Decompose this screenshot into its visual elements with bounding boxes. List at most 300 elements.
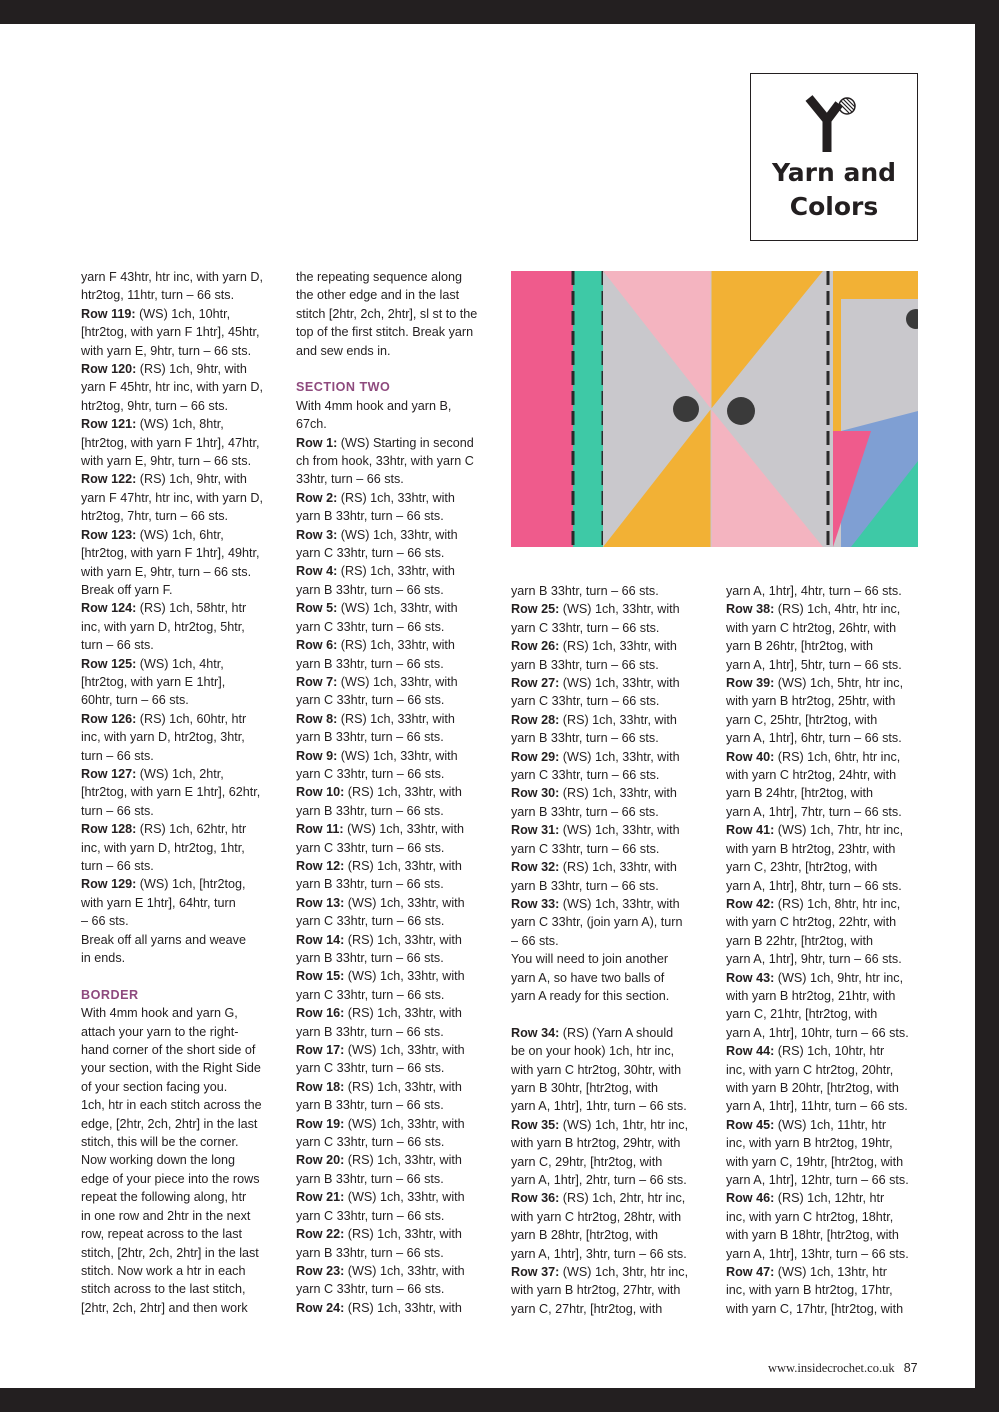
row-text: (WS) 1ch, 33htr, with <box>559 896 680 911</box>
text-line: the other edge and in the last <box>296 288 460 303</box>
text-line: yarn C 33htr, turn – 66 sts. <box>511 694 660 709</box>
pattern-row <box>81 655 263 673</box>
text-line: turn – 66 sts. <box>81 748 154 763</box>
text-line: of your section facing you. <box>81 1079 228 1094</box>
row-text: (RS) 1ch, 33htr, with <box>337 490 455 505</box>
text-line: yarn A, 1htr], 8htr, turn – 66 sts. <box>726 878 902 893</box>
row-label: Row 8: <box>296 711 338 726</box>
row-label: Row 31: <box>511 823 560 838</box>
row-text: (WS) 1ch, 4htr, <box>136 656 224 671</box>
text-line: yarn C 33htr, turn – 66 sts. <box>511 841 660 856</box>
row-label: Row 5: <box>296 601 338 616</box>
row-text: (RS) 1ch, 33htr, with <box>344 1006 462 1021</box>
row-text: (RS) 1ch, 33htr, with <box>337 711 455 726</box>
text-line: [htr2tog, with yarn F 1htr], 45htr, <box>81 325 260 340</box>
spacer <box>81 967 263 985</box>
row-text: (WS) 1ch, 33htr, with <box>344 1190 465 1205</box>
text-line: [2htr, 2ch, 2htr] and then work <box>81 1300 248 1315</box>
pattern-row <box>726 1263 909 1281</box>
pattern-row <box>296 1041 477 1059</box>
row-label: Row 121: <box>81 417 137 432</box>
text-line: stitch, this will be the corner. <box>81 1135 239 1150</box>
text-line: yarn C 33htr, turn – 66 sts. <box>296 546 445 561</box>
badge-title-line1: Yarn and <box>771 158 897 187</box>
row-text: (RS) 1ch, 33htr, with <box>344 785 462 800</box>
text-line: yarn B 33htr, turn – 66 sts. <box>511 878 659 893</box>
row-text: (RS) 1ch, 62htr, htr <box>136 822 247 837</box>
row-label: Row 32: <box>511 860 560 875</box>
pattern-row <box>296 562 477 580</box>
pattern-row <box>296 1078 477 1096</box>
row-label: Row 18: <box>296 1079 345 1094</box>
row-text: (RS) 1ch, 33htr, with <box>559 786 677 801</box>
row-label: Row 119: <box>81 306 136 321</box>
row-label: Row 3: <box>296 527 338 542</box>
text-line: inc, with yarn B htr2tog, 17htr, <box>726 1283 893 1298</box>
pattern-row <box>726 1116 909 1134</box>
text-line: inc, with yarn C htr2tog, 18htr, <box>726 1209 894 1224</box>
yarn-and-colors-badge <box>750 73 918 241</box>
text-column-3 <box>511 582 688 1318</box>
text-line: with yarn C htr2tog, 26htr, with <box>726 620 897 635</box>
text-line: with yarn C htr2tog, 30htr, with <box>511 1062 682 1077</box>
text-line: with yarn C htr2tog, 24htr, with <box>726 768 897 783</box>
text-line: inc, with yarn D, htr2tog, 3htr, <box>81 730 245 745</box>
text-line: edge, [2htr, 2ch, 2htr] in the last <box>81 1116 258 1131</box>
row-label: Row 22: <box>296 1227 345 1242</box>
row-text: (RS) 1ch, 9htr, with <box>136 472 247 487</box>
row-text: (WS) 1ch, 33htr, with <box>559 823 680 838</box>
row-text: (WS) 1ch, 33htr, with <box>559 676 680 691</box>
right-border-bar <box>975 0 999 1412</box>
text-line: with yarn B 18htr, [htr2tog, with <box>726 1228 899 1243</box>
text-line: inc, with yarn D, htr2tog, 1htr, <box>81 840 245 855</box>
pattern-row <box>726 969 909 987</box>
text-line: and sew ends in. <box>296 343 391 358</box>
pattern-row <box>296 894 477 912</box>
pattern-row <box>511 895 688 913</box>
pattern-row <box>81 599 263 617</box>
text-line: htr2tog, 9htr, turn – 66 sts. <box>81 398 229 413</box>
text-line: top of the first stitch. Break yarn <box>296 325 474 340</box>
text-line: yarn B 33htr, turn – 66 sts. <box>511 804 659 819</box>
pattern-row <box>296 747 477 765</box>
pattern-row <box>511 821 688 839</box>
spacer <box>511 1005 688 1023</box>
row-label: Row 14: <box>296 932 345 947</box>
row-label: Row 30: <box>511 786 560 801</box>
row-text: (WS) 1ch, 33htr, with <box>344 1263 465 1278</box>
text-line: yarn B 22htr, [htr2tog, with <box>726 933 874 948</box>
text-column-2 <box>296 268 477 1317</box>
pattern-row <box>511 637 688 655</box>
pattern-row <box>296 1151 477 1169</box>
pattern-row <box>81 415 263 433</box>
row-text: (WS) 1ch, 5htr, htr inc, <box>774 676 904 691</box>
text-line: turn – 66 sts. <box>81 638 154 653</box>
pattern-row <box>81 875 263 893</box>
text-line: yarn A, 1htr], 3htr, turn – 66 sts. <box>511 1246 687 1261</box>
text-line: 33htr, turn – 66 sts. <box>296 472 404 487</box>
text-line: with yarn C, 17htr, [htr2tog, with <box>726 1301 904 1316</box>
text-line: You will need to join another <box>511 952 669 967</box>
pattern-row <box>726 674 909 692</box>
text-line: yarn C 33htr, turn – 66 sts. <box>296 1061 445 1076</box>
text-line: yarn A, 1htr], 10htr, turn – 66 sts. <box>726 1025 909 1040</box>
text-line: yarn A, 1htr], 11htr, turn – 66 sts. <box>726 1099 908 1114</box>
pattern-row <box>296 434 477 452</box>
text-line: [htr2tog, with yarn E 1htr], <box>81 674 226 689</box>
text-line: yarn A, 1htr], 1htr, turn – 66 sts. <box>511 1099 687 1114</box>
text-line: Break off yarn F. <box>81 582 173 597</box>
row-text: (RS) 1ch, 4htr, htr inc, <box>774 602 901 617</box>
row-text: (WS) 1ch, 10htr, <box>135 306 231 321</box>
pattern-row <box>81 526 263 544</box>
row-text: (WS) 1ch, 13htr, htr <box>774 1265 887 1280</box>
text-line: yarn C 33htr, turn – 66 sts. <box>511 620 660 635</box>
text-line: your section, with the Right Side <box>81 1061 261 1076</box>
row-label: Row 43: <box>726 970 775 985</box>
row-label: Row 23: <box>296 1263 345 1278</box>
text-line: ch from hook, 33htr, with yarn C <box>296 454 474 469</box>
text-line: yarn C 33htr, turn – 66 sts. <box>296 840 445 855</box>
row-label: Row 123: <box>81 527 137 542</box>
text-line: attach your yarn to the right- <box>81 1024 239 1039</box>
text-line: inc, with yarn D, htr2tog, 5htr, <box>81 619 245 634</box>
spacer <box>296 360 477 378</box>
row-label: Row 15: <box>296 969 345 984</box>
text-line: turn – 66 sts. <box>81 803 154 818</box>
text-line: With 4mm hook and yarn G, <box>81 1006 238 1021</box>
text-line: the repeating sequence along <box>296 270 462 284</box>
pattern-row <box>511 674 688 692</box>
pattern-row <box>81 360 263 378</box>
pattern-row <box>726 1042 909 1060</box>
row-label: Row 120: <box>81 362 137 377</box>
text-line: with yarn E, 9htr, turn – 66 sts. <box>81 564 252 579</box>
pattern-row <box>511 1024 688 1042</box>
pattern-row <box>511 1116 688 1134</box>
row-label: Row 17: <box>296 1043 345 1058</box>
pattern-row <box>296 1299 477 1317</box>
row-text: (RS) 1ch, 33htr, with <box>559 639 677 654</box>
row-label: Row 13: <box>296 895 345 910</box>
text-line: hand corner of the short side of <box>81 1043 256 1058</box>
pattern-row <box>296 967 477 985</box>
text-line: Break off all yarns and weave <box>81 932 246 947</box>
row-text: (WS) 1ch, 33htr, with <box>344 1116 465 1131</box>
row-label: Row 128: <box>81 822 137 837</box>
row-text: (WS) 1ch, 2htr, <box>136 766 224 781</box>
text-line: yarn B 33htr, turn – 66 sts. <box>296 803 444 818</box>
text-line: inc, with yarn B htr2tog, 19htr, <box>726 1136 893 1151</box>
badge-title <box>751 156 917 224</box>
text-line: [htr2tog, with yarn E 1htr], 62htr, <box>81 785 261 800</box>
text-line: yarn C 33htr, turn – 66 sts. <box>296 914 445 929</box>
row-label: Row 29: <box>511 749 560 764</box>
row-text: (WS) 1ch, 33htr, with <box>337 748 458 763</box>
row-text: (WS) 1ch, 8htr, <box>136 417 224 432</box>
crochet-blanket-photo <box>511 271 918 547</box>
section-heading: BORDER <box>81 987 139 1002</box>
text-line: Now working down the long <box>81 1153 236 1168</box>
pattern-row <box>296 636 477 654</box>
text-line: yarn C, 27htr, [htr2tog, with <box>511 1301 663 1316</box>
row-text: (RS) 1ch, 33htr, with <box>344 1227 462 1242</box>
pattern-row <box>511 600 688 618</box>
text-line: yarn A, 1htr], 13htr, turn – 66 sts. <box>726 1246 909 1261</box>
section-heading: SECTION TWO <box>296 380 391 395</box>
row-text: (RS) 1ch, 10htr, htr <box>774 1044 885 1059</box>
pattern-row <box>726 821 909 839</box>
row-text: (WS) 1ch, 3htr, htr inc, <box>559 1265 689 1280</box>
text-line: yarn C 33htr, turn – 66 sts. <box>296 766 445 781</box>
row-text: (WS) 1ch, 33htr, with <box>559 749 680 764</box>
row-text: (WS) 1ch, 6htr, <box>136 527 224 542</box>
crochet-blanket-image <box>511 271 918 547</box>
pattern-row <box>296 931 477 949</box>
footer-url: www.insidecrochet.co.uk <box>768 1361 895 1375</box>
yarn-and-colors-icon <box>805 94 865 154</box>
row-label: Row 47: <box>726 1265 775 1280</box>
text-line: with yarn B htr2tog, 27htr, with <box>511 1283 681 1298</box>
row-text: (WS) 1ch, 9htr, htr inc, <box>774 970 904 985</box>
text-line: [htr2tog, with yarn F 1htr], 47htr, <box>81 435 260 450</box>
row-label: Row 20: <box>296 1153 345 1168</box>
row-label: Row 9: <box>296 748 338 763</box>
row-label: Row 25: <box>511 602 560 617</box>
text-line: yarn F 43htr, htr inc, with yarn D, <box>81 270 263 284</box>
text-line: yarn B 33htr, turn – 66 sts. <box>511 731 659 746</box>
row-label: Row 19: <box>296 1116 345 1131</box>
row-label: Row 35: <box>511 1117 560 1132</box>
text-line: yarn C 33htr, turn – 66 sts. <box>296 693 445 708</box>
text-line: yarn A, 1htr], 4htr, turn – 66 sts. <box>726 584 902 598</box>
text-line: with yarn B htr2tog, 23htr, with <box>726 841 896 856</box>
row-text: (RS) 1ch, 58htr, htr <box>136 601 247 616</box>
text-line: with yarn C htr2tog, 28htr, with <box>511 1209 682 1224</box>
text-line: yarn C 33htr, turn – 66 sts. <box>296 987 445 1002</box>
row-text: (RS) 1ch, 33htr, with <box>344 1079 462 1094</box>
text-line: yarn B 33htr, turn – 66 sts. <box>296 1024 444 1039</box>
row-text: (WS) 1ch, 7htr, htr inc, <box>774 823 904 838</box>
text-line: yarn B 33htr, turn – 66 sts. <box>511 657 659 672</box>
pattern-row <box>81 710 263 728</box>
text-line: yarn A, so have two balls of <box>511 970 665 985</box>
text-line: yarn A, 1htr], 2htr, turn – 66 sts. <box>511 1172 687 1187</box>
row-label: Row 28: <box>511 712 560 727</box>
text-line: yarn B 33htr, turn – 66 sts. <box>296 1245 444 1260</box>
row-text: (WS) 1ch, [htr2tog, <box>136 877 246 892</box>
row-label: Row 11: <box>296 822 344 837</box>
text-line: 67ch. <box>296 417 327 432</box>
row-label: Row 126: <box>81 711 137 726</box>
text-line: be on your hook) 1ch, htr inc, <box>511 1044 675 1059</box>
text-line: with yarn B 20htr, [htr2tog, with <box>726 1080 899 1095</box>
text-line: yarn B 28htr, [htr2tog, with <box>511 1228 659 1243</box>
row-label: Row 24: <box>296 1300 345 1315</box>
row-label: Row 2: <box>296 490 338 505</box>
text-line: htr2tog, 11htr, turn – 66 sts. <box>81 288 235 303</box>
text-line: edge of your piece into the rows <box>81 1171 260 1186</box>
text-line: with yarn C htr2tog, 22htr, with <box>726 915 897 930</box>
row-text: (RS) 1ch, 12htr, htr <box>774 1191 885 1206</box>
top-border-bar <box>0 0 999 24</box>
text-line: with yarn B htr2tog, 21htr, with <box>726 988 896 1003</box>
row-text: (WS) 1ch, 33htr, with <box>337 674 458 689</box>
row-label: Row 46: <box>726 1191 775 1206</box>
pattern-row <box>296 1115 477 1133</box>
row-text: (RS) 1ch, 33htr, with <box>337 638 455 653</box>
row-text: (RS) 1ch, 8htr, htr inc, <box>774 896 901 911</box>
page-number: 87 <box>903 1361 918 1375</box>
row-text: (RS) 1ch, 33htr, with <box>344 932 462 947</box>
row-label: Row 122: <box>81 472 137 487</box>
row-label: Row 44: <box>726 1044 775 1059</box>
row-label: Row 10: <box>296 785 345 800</box>
pattern-row <box>81 765 263 783</box>
pattern-row <box>296 1225 477 1243</box>
row-label: Row 125: <box>81 656 137 671</box>
text-line: yarn B 33htr, turn – 66 sts. <box>296 1098 444 1113</box>
pattern-row <box>296 673 477 691</box>
text-line: yarn B 30htr, [htr2tog, with <box>511 1080 659 1095</box>
pattern-row <box>81 470 263 488</box>
bottom-border-bar <box>0 1388 999 1412</box>
row-label: Row 37: <box>511 1265 560 1280</box>
text-column-1 <box>81 268 263 1317</box>
text-column-4 <box>726 582 909 1318</box>
text-line: yarn B 24htr, [htr2tog, with <box>726 786 874 801</box>
row-label: Row 1: <box>296 435 338 450</box>
pattern-row <box>511 711 688 729</box>
row-text: (RS) 1ch, 33htr, with <box>337 564 455 579</box>
row-label: Row 26: <box>511 639 560 654</box>
row-label: Row 6: <box>296 638 338 653</box>
text-line: yarn B 33htr, turn – 66 sts. <box>296 656 444 671</box>
text-line: yarn C 33htr, (join yarn A), turn <box>511 915 683 930</box>
row-label: Row 21: <box>296 1190 345 1205</box>
row-text: (RS) 1ch, 6htr, htr inc, <box>774 749 901 764</box>
text-line: yarn B 33htr, turn – 66 sts. <box>511 584 659 598</box>
row-text: (RS) 1ch, 33htr, with <box>344 1300 462 1315</box>
row-text: (RS) 1ch, 33htr, with <box>344 1153 462 1168</box>
row-label: Row 33: <box>511 896 560 911</box>
row-label: Row 7: <box>296 674 338 689</box>
row-label: Row 38: <box>726 602 775 617</box>
text-line: 60htr, turn – 66 sts. <box>81 693 189 708</box>
text-line: yarn B 33htr, turn – 66 sts. <box>296 730 444 745</box>
text-line: in ends. <box>81 951 126 966</box>
text-line: with yarn E 1htr], 64htr, turn <box>81 895 236 910</box>
row-text: (RS) (Yarn A should <box>559 1025 674 1040</box>
text-line: yarn C, 23htr, [htr2tog, with <box>726 860 878 875</box>
text-line: yarn F 47htr, htr inc, with yarn D, <box>81 490 263 505</box>
text-line: yarn C 33htr, turn – 66 sts. <box>296 619 445 634</box>
text-line: in one row and 2htr in the next <box>81 1208 251 1223</box>
text-line: – 66 sts. <box>81 914 129 929</box>
pattern-row <box>726 1189 909 1207</box>
row-label: Row 40: <box>726 749 775 764</box>
row-text: (WS) 1ch, 33htr, with <box>344 969 465 984</box>
row-text: (WS) 1ch, 11htr, htr <box>774 1117 887 1132</box>
pattern-row <box>511 1263 688 1281</box>
pattern-row <box>511 1189 688 1207</box>
pattern-row <box>81 305 263 323</box>
text-line: yarn C 33htr, turn – 66 sts. <box>296 1135 445 1150</box>
row-text: (RS) 1ch, 33htr, with <box>559 712 677 727</box>
text-line: htr2tog, 7htr, turn – 66 sts. <box>81 509 229 524</box>
row-text: (WS) 1ch, 33htr, with <box>337 527 458 542</box>
text-line: yarn B 26htr, [htr2tog, with <box>726 639 874 654</box>
row-label: Row 4: <box>296 564 338 579</box>
pattern-row <box>296 526 477 544</box>
row-text: (RS) 1ch, 60htr, htr <box>136 711 247 726</box>
pattern-row <box>296 599 477 617</box>
text-line: yarn A ready for this section. <box>511 988 670 1003</box>
text-line: yarn B 33htr, turn – 66 sts. <box>296 951 444 966</box>
row-text: (WS) 1ch, 33htr, with <box>343 822 464 837</box>
text-line: yarn B 33htr, turn – 66 sts. <box>296 509 444 524</box>
text-line: yarn B 33htr, turn – 66 sts. <box>296 582 444 597</box>
pattern-row <box>511 748 688 766</box>
pattern-row <box>81 820 263 838</box>
row-text: (WS) 1ch, 33htr, with <box>344 1043 465 1058</box>
text-line: – 66 sts. <box>511 933 559 948</box>
row-label: Row 41: <box>726 823 775 838</box>
row-text: (WS) 1ch, 1htr, htr inc, <box>559 1117 689 1132</box>
text-line: stitch, [2htr, 2ch, 2htr] in the last <box>81 1245 259 1260</box>
row-text: (WS) 1ch, 33htr, with <box>337 601 458 616</box>
pattern-row <box>726 748 909 766</box>
text-line: yarn A, 1htr], 6htr, turn – 66 sts. <box>726 731 902 746</box>
row-label: Row 45: <box>726 1117 775 1132</box>
row-label: Row 12: <box>296 858 345 873</box>
pattern-row <box>296 710 477 728</box>
row-text: (WS) 1ch, 33htr, with <box>559 602 680 617</box>
row-text: (RS) 1ch, 2htr, htr inc, <box>559 1191 686 1206</box>
pattern-row <box>296 1262 477 1280</box>
pattern-row <box>511 858 688 876</box>
pattern-row <box>296 489 477 507</box>
pattern-row <box>296 1004 477 1022</box>
row-text: (WS) Starting in second <box>337 435 474 450</box>
text-line: yarn F 45htr, htr inc, with yarn D, <box>81 380 263 395</box>
badge-title-line2: Colors <box>789 192 879 221</box>
text-line: yarn A, 1htr], 7htr, turn – 66 sts. <box>726 804 902 819</box>
pattern-row <box>296 783 477 801</box>
text-line: turn – 66 sts. <box>81 859 154 873</box>
row-label: Row 127: <box>81 766 137 781</box>
text-line: stitch. Now work a htr in each <box>81 1263 246 1278</box>
text-line: yarn C 33htr, turn – 66 sts. <box>296 1208 445 1223</box>
row-label: Row 36: <box>511 1191 560 1206</box>
text-line: yarn C 33htr, turn – 66 sts. <box>296 1282 445 1297</box>
row-label: Row 27: <box>511 676 560 691</box>
pattern-row <box>296 820 477 838</box>
text-line: yarn C 33htr, turn – 66 sts. <box>511 768 660 783</box>
row-label: Row 129: <box>81 877 137 892</box>
text-line: with yarn E, 9htr, turn – 66 sts. <box>81 343 252 358</box>
row-label: Row 39: <box>726 676 775 691</box>
text-line: [htr2tog, with yarn F 1htr], 49htr, <box>81 546 260 561</box>
pattern-row <box>726 895 909 913</box>
text-line: inc, with yarn C htr2tog, 20htr, <box>726 1062 894 1077</box>
text-line: with yarn E, 9htr, turn – 66 sts. <box>81 454 252 469</box>
text-line: yarn C, 21htr, [htr2tog, with <box>726 1007 878 1022</box>
row-label: Row 16: <box>296 1006 345 1021</box>
row-text: (RS) 1ch, 9htr, with <box>136 362 247 377</box>
